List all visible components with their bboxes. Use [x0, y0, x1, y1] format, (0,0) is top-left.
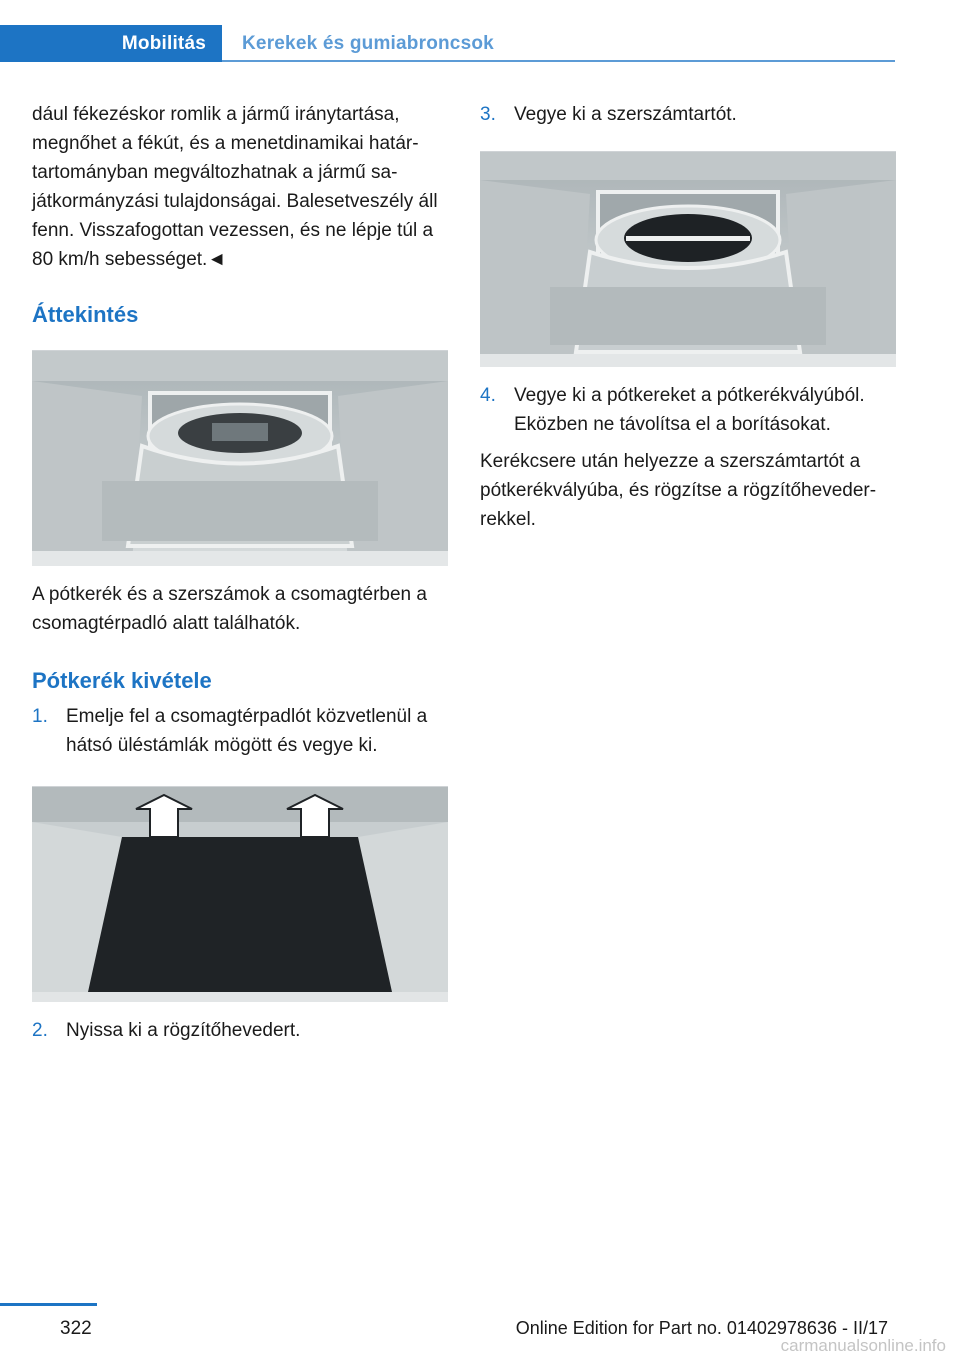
- step-2: [32, 1016, 448, 1045]
- edition-info: Online Edition for Part no. 01402978636 - II/17: [515, 1318, 888, 1338]
- figure-lift-floor: [32, 786, 448, 1002]
- left-column: [32, 100, 448, 1045]
- step-number: 4.: [480, 385, 496, 406]
- step-1: [32, 702, 448, 760]
- after-change-paragraph: Kerékcsere után helyezze a szerszámtartót a pótkerékvályúba, és rögzítse a rögzítőheveder-rekkel.: [480, 451, 877, 530]
- step-text: Nyissa ki a rögzítőhevedert.: [66, 1020, 301, 1041]
- watermark: carmanualsonline.info: [780, 1336, 946, 1355]
- step-text: Vegye ki a pótkereket a pótkerékvályúból. Eközben ne távolítsa el a borításokat.: [514, 385, 865, 435]
- chapter-tab[interactable]: Kerekek és gumiabroncsok: [242, 33, 494, 54]
- overview-paragraph: A pótkerék és a szerszámok a csomagtérben a csomagtérpadló alatt találhatók.: [32, 584, 427, 634]
- page-number: 322: [60, 1318, 92, 1339]
- step-number: 1.: [32, 706, 48, 727]
- header-rule: [222, 60, 895, 62]
- step-4: [480, 381, 896, 439]
- step-text: Emelje fel a csomagtérpadlót közvetlenül a hátsó üléstámlák mögött és vegye ki.: [66, 706, 428, 756]
- right-column: [480, 100, 896, 534]
- figure-trunk-overview: [32, 350, 448, 566]
- heading-overview: Áttekintés: [32, 302, 139, 327]
- section-tab[interactable]: Mobilitás: [0, 25, 222, 62]
- step-3: [480, 100, 896, 129]
- footer-rule: [0, 1303, 97, 1306]
- figure-tool-holder: [480, 151, 896, 367]
- step-number: 2.: [32, 1020, 48, 1041]
- heading-spare-wheel-removal: Pótkerék kivétele: [32, 668, 212, 693]
- step-number: 3.: [480, 104, 496, 125]
- step-text: Vegye ki a szerszámtartót.: [514, 104, 737, 125]
- intro-paragraph: dául fékezéskor romlik a jármű iránytartása, megnőhet a fékút, és a menetdinamikai határ-tartományban megváltozhatnak a jármű sa-játkormányzási tulajdonságai. Balesetveszély áll fenn. Visszafogottan vezessen, és ne lépje túl a 80 km/h sebességet.◄: [32, 104, 438, 270]
